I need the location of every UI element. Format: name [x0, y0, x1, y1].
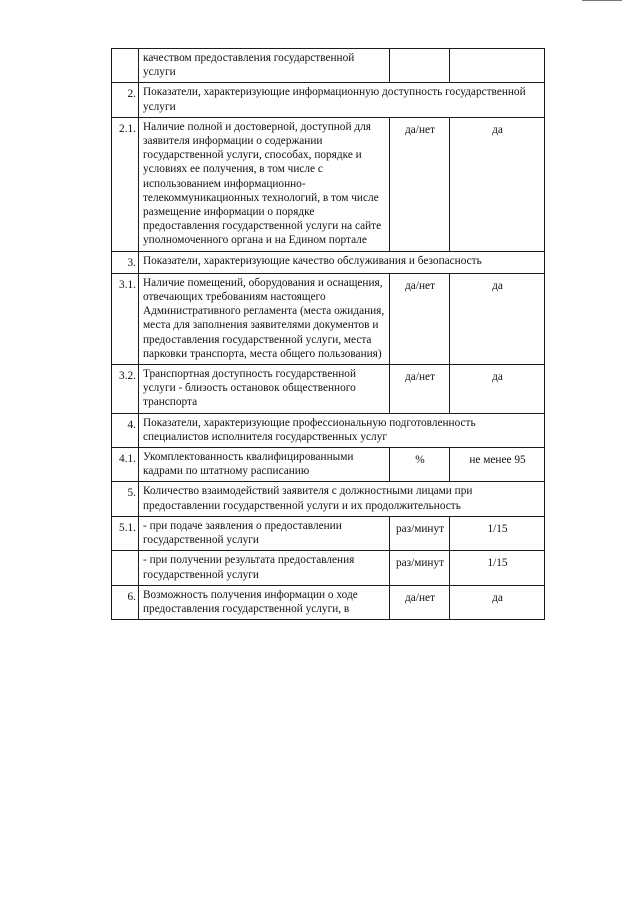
unit-cell: да/нет — [390, 585, 450, 619]
section-heading: Показатели, характеризующие качество обслуживания и безопасность — [139, 251, 545, 273]
row-number: 2.1. — [112, 117, 139, 251]
table-row — [112, 365, 545, 414]
section-heading: Показатели, характеризующие профессиональную подготовленность специалистов исполнителя государственных услуг — [139, 413, 545, 447]
row-number: 3.1. — [112, 273, 139, 364]
table-row — [112, 251, 545, 273]
table-row — [112, 83, 545, 117]
row-number: 3.2. — [112, 365, 139, 414]
row-number: 5. — [112, 482, 139, 516]
row-number — [112, 49, 139, 83]
table-row — [112, 482, 545, 516]
value-cell: да — [450, 585, 545, 619]
unit-cell: % — [390, 448, 450, 482]
indicator-text: - при получении результата предоставления государственной услуги — [139, 551, 390, 585]
row-number: 3. — [112, 251, 139, 273]
indicator-text: Транспортная доступность государственной услуги - близость остановок общественного транспорта — [139, 365, 390, 414]
row-number: 5.1. — [112, 516, 139, 550]
value-cell: да — [450, 365, 545, 414]
value-cell: не менее 95 — [450, 448, 545, 482]
unit-cell: да/нет — [390, 273, 450, 364]
unit-cell — [390, 49, 450, 83]
table-row — [112, 516, 545, 550]
indicator-text: Укомплектованность квалифицированными кадрами по штатному расписанию — [139, 448, 390, 482]
value-cell — [450, 49, 545, 83]
section-heading: Показатели, характеризующие информационную доступность государственной услуги — [139, 83, 545, 117]
indicator-text: Наличие помещений, оборудования и оснащения, отвечающих требованиям настоящего Административного регламента (места ожидания, места для заполнения заявителями документов и предоставления государственной услуги, места парковки транспорта, места общего пользования) — [139, 273, 390, 364]
scan-corner-mark — [582, 0, 622, 4]
row-number: 4.1. — [112, 448, 139, 482]
table-row — [112, 413, 545, 447]
table-row — [112, 448, 545, 482]
unit-cell: да/нет — [390, 365, 450, 414]
section-heading: Количество взаимодействий заявителя с должностными лицами при предоставлении государственной услуги и их продолжительность — [139, 482, 545, 516]
row-number — [112, 551, 139, 585]
indicator-text: - при подаче заявления о предоставлении государственной услуги — [139, 516, 390, 550]
value-cell: да — [450, 273, 545, 364]
value-cell: да — [450, 117, 545, 251]
table-row — [112, 117, 545, 251]
table-row — [112, 551, 545, 585]
unit-cell: да/нет — [390, 117, 450, 251]
table-row — [112, 273, 545, 364]
quality-indicators-table — [111, 48, 545, 620]
table-row — [112, 49, 545, 83]
value-cell: 1/15 — [450, 551, 545, 585]
indicator-text: качеством предоставления государственной услуги — [139, 49, 390, 83]
row-number: 2. — [112, 83, 139, 117]
row-number: 6. — [112, 585, 139, 619]
unit-cell: раз/минут — [390, 551, 450, 585]
indicator-text: Возможность получения информации о ходе предоставления государственной услуги, в — [139, 585, 390, 619]
table-row — [112, 585, 545, 619]
row-number: 4. — [112, 413, 139, 447]
value-cell: 1/15 — [450, 516, 545, 550]
unit-cell: раз/минут — [390, 516, 450, 550]
indicator-text: Наличие полной и достоверной, доступной для заявителя информации о содержании государственной услуги, способах, порядке и условиях ее получения, в том числе с использованием информационно-телекоммуникационных технологий, в том числе размещение информации о порядке предоставления государственной услуги на сайте уполномоченного органа и на Едином портале — [139, 117, 390, 251]
